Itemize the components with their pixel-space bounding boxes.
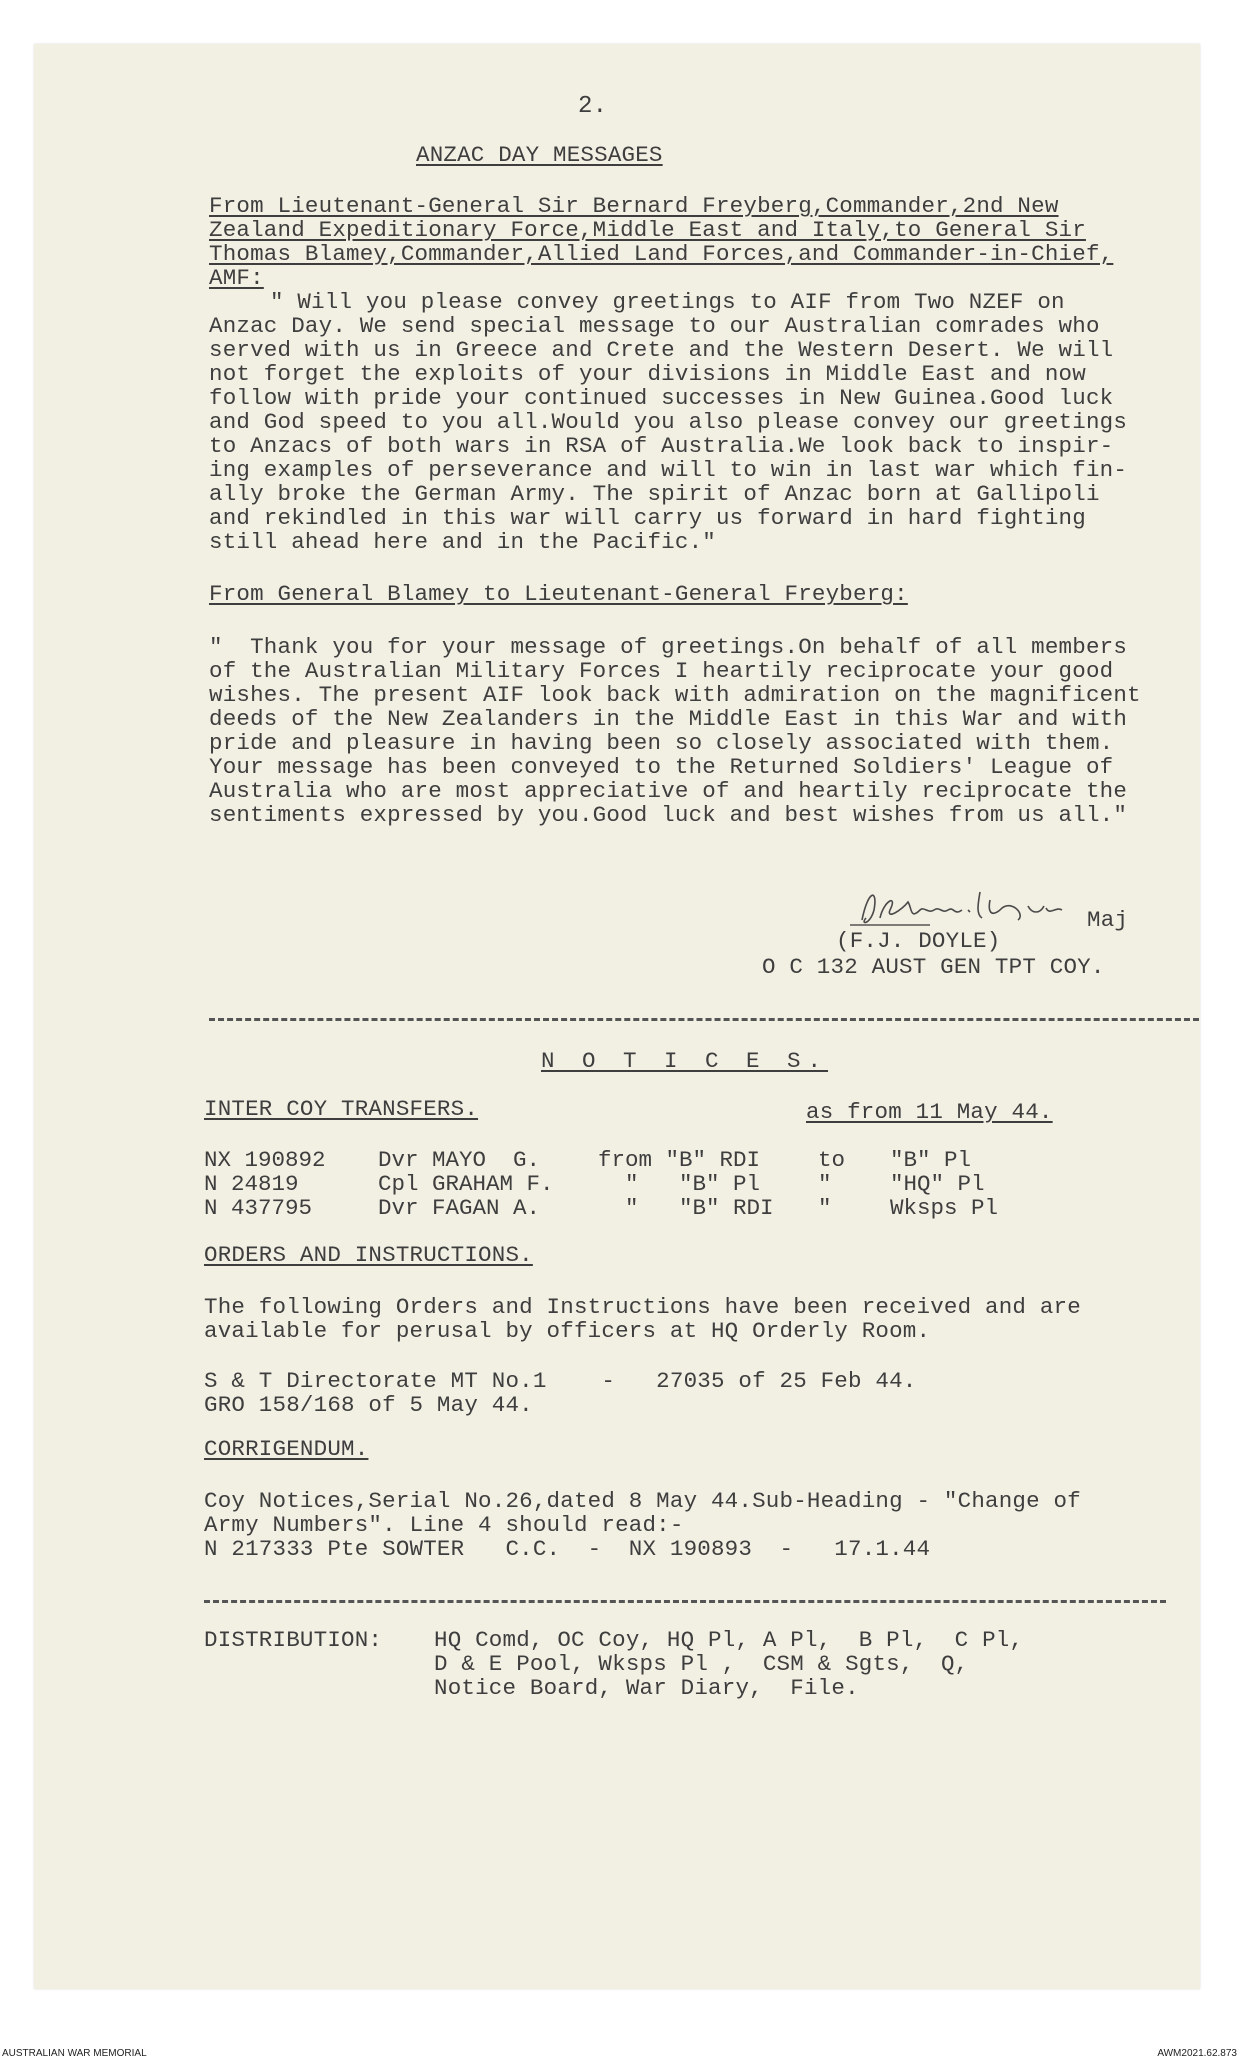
- signature-rank: Maj: [1087, 907, 1129, 933]
- corrigendum-body: [204, 1489, 1081, 1561]
- heading-line: Zealand Expeditionary Force,Middle East and Italy,to General Sir: [209, 217, 1086, 243]
- signature-name: (F.J. DOYLE): [836, 928, 1001, 954]
- list-item: S & T Directorate MT No.1 - 27035 of 25 Feb 44.: [204, 1368, 917, 1394]
- body-line: to Anzacs of both wars in RSA of Australia.We look back to inspir-: [209, 433, 1114, 459]
- body-line: Your message has been conveyed to the Returned Soldiers' League of: [209, 754, 1114, 780]
- message-2-body: [209, 635, 1141, 827]
- heading-line: Thomas Blamey,Commander,Allied Land Forces,and Commander-in-Chief,: [209, 241, 1114, 267]
- message-1-body: [270, 290, 1065, 314]
- body-line: ing examples of perseverance and will to win in last war which fin-: [209, 457, 1128, 483]
- body-line: ally broke the German Army. The spirit of Anzac born at Gallipoli: [209, 481, 1100, 507]
- distribution-label: DISTRIBUTION:: [204, 1627, 383, 1653]
- divider: [209, 1018, 1199, 1021]
- notices-title: N O T I C E S.: [541, 1048, 829, 1074]
- to-unit: "HQ" Pl: [890, 1171, 985, 1197]
- list-item: D & E Pool, Wksps Pl , CSM & Sgts, Q,: [434, 1651, 969, 1677]
- soldier-name: Dvr FAGAN A.: [378, 1195, 541, 1221]
- corrigendum-heading: CORRIGENDUM.: [204, 1436, 369, 1462]
- army-number: NX 190892: [204, 1147, 326, 1173]
- heading-line: From Lieutenant-General Sir Bernard Freyberg,Commander,2nd New: [209, 193, 1059, 219]
- transfers-date: as from 11 May 44.: [806, 1099, 1053, 1125]
- handwritten-signature: [850, 880, 1080, 935]
- to-label: to: [818, 1147, 846, 1173]
- body-line: and God speed to you all.Would you also please convey our greetings: [209, 409, 1128, 435]
- list-item: GRO 158/168 of 5 May 44.: [204, 1392, 533, 1418]
- body-line: Coy Notices,Serial No.26,dated 8 May 44.Sub-Heading - "Change of: [204, 1488, 1081, 1514]
- to-unit: "B" Pl: [890, 1147, 972, 1173]
- message-1-heading: [209, 194, 1113, 290]
- body-line: not forget the exploits of your divisions in Middle East and now: [209, 361, 1086, 387]
- list-item: HQ Comd, OC Coy, HQ Pl, A Pl, B Pl, C Pl,: [434, 1627, 1024, 1653]
- body-line: and rekindled in this war will carry us forward in hard fighting: [209, 505, 1086, 531]
- from-unit: " "B" RDI: [598, 1195, 774, 1221]
- body-line: still ahead here and in the Pacific.": [209, 529, 716, 555]
- body-line: The following Orders and Instructions have been received and are: [204, 1294, 1081, 1320]
- soldier-name: Dvr MAYO G.: [378, 1147, 541, 1173]
- body-line: pride and pleasure in having been so closely associated with them.: [209, 730, 1114, 756]
- to-unit: Wksps Pl: [890, 1195, 999, 1221]
- to-label: ": [818, 1171, 832, 1197]
- body-line: available for perusal by officers at HQ Orderly Room.: [204, 1318, 931, 1344]
- army-number: N 24819: [204, 1171, 299, 1197]
- body-line: of the Australian Military Forces I heartily reciprocate your good: [209, 658, 1114, 684]
- page-number: 2.: [578, 93, 608, 120]
- body-line: " Thank you for your message of greetings.On behalf of all members: [209, 634, 1128, 660]
- body-line: Anzac Day. We send special message to our Australian comrades who: [209, 313, 1100, 339]
- soldier-name: Cpl GRAHAM F.: [378, 1171, 554, 1197]
- distribution-list: [434, 1628, 1023, 1700]
- body-line: served with us in Greece and Crete and the Western Desert. We will: [209, 337, 1114, 363]
- archive-name: AUSTRALIAN WAR MEMORIAL: [2, 2048, 147, 2059]
- archive-reference: AWM2021.62.873: [1157, 2048, 1237, 2059]
- body-line: follow with pride your continued successes in New Guinea.Good luck: [209, 385, 1114, 411]
- body-line: " Will you please convey greetings to AIF from Two NZEF on: [270, 289, 1065, 315]
- orders-list: [204, 1369, 917, 1417]
- from-unit: from "B" RDI: [598, 1147, 761, 1173]
- document-title: ANZAC DAY MESSAGES: [416, 142, 663, 168]
- body-line: wishes. The present AIF look back with admiration on the magnificent: [209, 682, 1141, 708]
- orders-heading: ORDERS AND INSTRUCTIONS.: [204, 1242, 533, 1268]
- body-line: Army Numbers". Line 4 should read:-: [204, 1512, 684, 1538]
- body-line: N 217333 Pte SOWTER C.C. - NX 190893 - 17.1.44: [204, 1536, 931, 1562]
- list-item: Notice Board, War Diary, File.: [434, 1675, 859, 1701]
- transfers-heading: INTER COY TRANSFERS.: [204, 1096, 479, 1122]
- to-label: ": [818, 1195, 832, 1221]
- signature-unit: O C 132 AUST GEN TPT COY.: [762, 954, 1105, 980]
- army-number: N 437795: [204, 1195, 313, 1221]
- divider: [204, 1600, 1166, 1603]
- from-unit: " "B" Pl: [598, 1171, 761, 1197]
- body-line: deeds of the New Zealanders in the Middle East in this War and with: [209, 706, 1128, 732]
- message-2-heading: From General Blamey to Lieutenant-General Freyberg:: [209, 581, 908, 607]
- body-line: sentiments expressed by you.Good luck and best wishes from us all.": [209, 802, 1128, 828]
- orders-body: [204, 1295, 1081, 1343]
- heading-line: AMF:: [209, 265, 264, 291]
- body-line: Australia who are most appreciative of and heartily reciprocate the: [209, 778, 1128, 804]
- message-1-body-cont: [209, 314, 1127, 554]
